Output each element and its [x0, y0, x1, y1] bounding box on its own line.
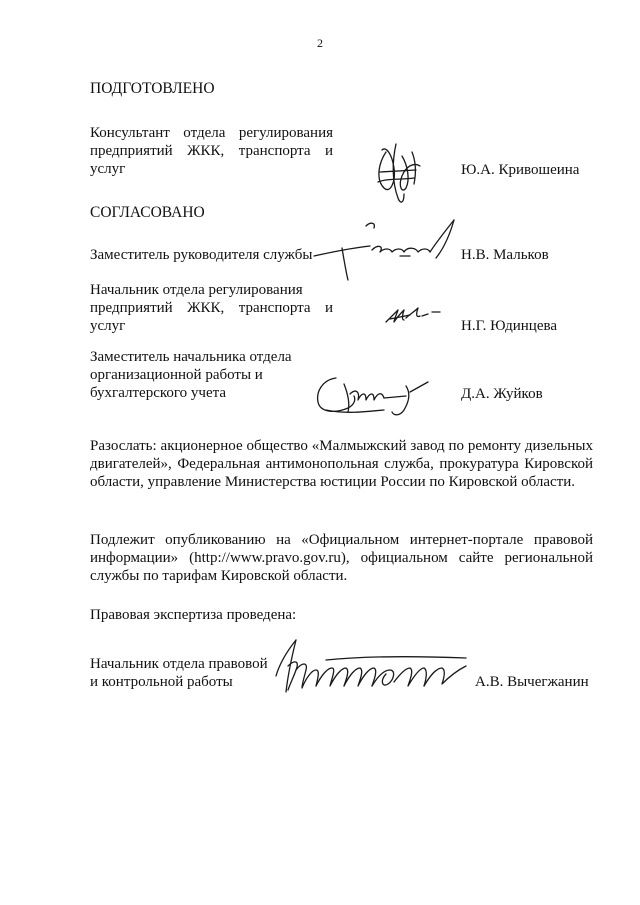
- signatory-1-position: Заместитель руководителя службы: [90, 247, 313, 263]
- distribution-paragraph: Разослать: акционерное общество «Малмыжский завод по ремонту дизельных двигателей», Федеральная антимонопольная служба, прокуратура Кировской области, управление Министерства юстиции России по Кировской области.: [90, 438, 593, 490]
- position-line: Начальник отдела регулирования: [90, 282, 303, 298]
- legal-review-name: А.В. Вычегжанин: [475, 674, 589, 690]
- signatory-1-name: Н.В. Мальков: [461, 247, 549, 263]
- signatory-2-position: [90, 281, 333, 335]
- signature-zhuykov: [314, 370, 434, 420]
- publication-paragraph: Подлежит опубликованию на «Официальном интернет-портале правовой информации» (http://www.pravo.gov.ru), официальном сайте региональной службы по тарифам Кировской области.: [90, 532, 593, 584]
- signatory-3-position: [90, 348, 292, 402]
- position-line: предприятий ЖКК, транспорта и: [90, 300, 333, 316]
- position-line: предприятий ЖКК, транспорта и: [90, 143, 333, 159]
- prepared-heading: ПОДГОТОВЛЕНО: [90, 80, 215, 97]
- position-line: услуг: [90, 318, 126, 334]
- legal-review-position: [90, 655, 268, 691]
- agreed-heading: СОГЛАСОВАНО: [90, 204, 205, 221]
- prepared-name: Ю.А. Кривошеина: [461, 162, 580, 178]
- prepared-position: [90, 124, 333, 178]
- signature-yudintseva: [384, 302, 444, 328]
- signature-malkov: [312, 216, 462, 284]
- legal-review-note: Правовая экспертиза проведена:: [90, 607, 297, 623]
- position-line: Консультант отдела регулирования: [90, 125, 333, 141]
- position-line: услуг: [90, 161, 126, 177]
- page-number: 2: [317, 36, 323, 50]
- signatory-2-name: Н.Г. Юдинцева: [461, 318, 558, 334]
- position-line: Начальник отдела правовой: [90, 656, 268, 672]
- position-line: бухгалтерского учета: [90, 385, 227, 401]
- position-line: Заместитель начальника отдела: [90, 349, 292, 365]
- position-line: организационной работы и: [90, 367, 263, 383]
- signature-vychegzhanin: [266, 636, 472, 700]
- position-line: и контрольной работы: [90, 674, 233, 690]
- signatory-3-name: Д.А. Жуйков: [461, 386, 543, 402]
- signature-krivosheina: [372, 138, 432, 208]
